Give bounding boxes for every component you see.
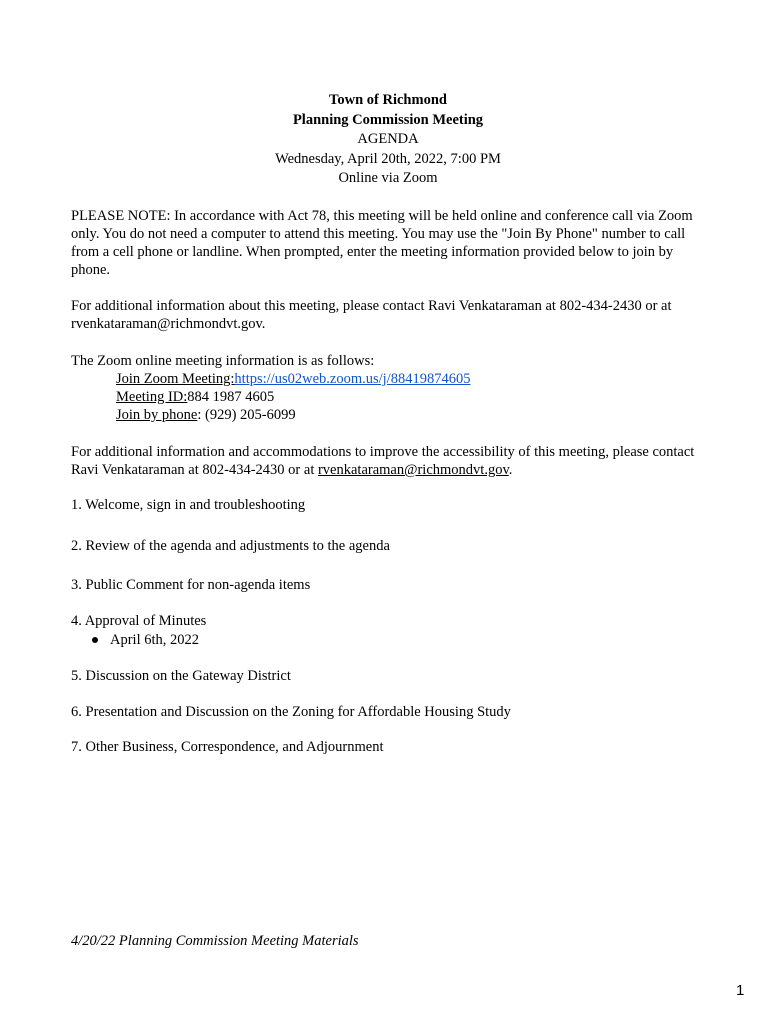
zoom-info (71, 352, 701, 424)
zoom-phone-label: Join by phone (116, 407, 198, 423)
meeting-name: Planning Commission Meeting (292, 111, 484, 128)
accessibility-paragraph (71, 443, 701, 479)
agenda-item-2: 2. Review of the agenda and adjustments to the agenda (71, 538, 390, 554)
accessibility-text: For additional information and accommodations to improve the accessibility of this meeting, please contact Ravi Venkataraman at 802-434-2430 or at (71, 444, 695, 478)
zoom-id-line (71, 388, 701, 406)
zoom-intro: The Zoom online meeting information is as follows: (71, 353, 375, 369)
accessibility-end: . (508, 462, 513, 478)
zoom-join-label: Join Zoom Meeting: (116, 371, 235, 387)
agenda-item-3: 3. Public Comment for non-agenda items (71, 577, 311, 593)
zoom-id-label: Meeting ID: (116, 389, 188, 405)
page-number: 1 (736, 982, 745, 999)
agenda-item-4: 4. Approval of Minutes (71, 613, 207, 629)
zoom-join-line (71, 370, 701, 388)
zoom-id-value: 884 1987 4605 (187, 389, 275, 405)
notice-paragraph: PLEASE NOTE: In accordance with Act 78, this meeting will be held online and conference call via Zoom only. You do not need a computer to attend this meeting. You may use the "Join By Phone" number to call from a cell phone or landline. When prompted, enter the meeting information provided below to join by phone. (71, 208, 693, 278)
agenda-item-6: 6. Presentation and Discussion on the Zoning for Affordable Housing Study (71, 704, 511, 720)
agenda-item-7: 7. Other Business, Correspondence, and Adjournment (71, 739, 384, 755)
bullet-icon (92, 637, 98, 643)
agenda-item-5: 5. Discussion on the Gateway District (71, 668, 291, 684)
contact-paragraph: For additional information about this meeting, please contact Ravi Venkataraman at 802-434-2430 or at rvenkataraman@richmondvt.gov. (71, 298, 672, 332)
page-footer: 4/20/22 Planning Commission Meeting Materials (71, 933, 359, 949)
minutes-bullet-item (92, 631, 199, 649)
accessibility-email-link[interactable]: rvenkataraman@richmondvt.gov (317, 462, 509, 478)
minutes-bullet-text: April 6th, 2022 (110, 632, 200, 648)
zoom-phone-line (71, 406, 701, 424)
agenda-header (0, 91, 770, 189)
zoom-phone-value: : (929) 205-6099 (197, 407, 296, 423)
zoom-join-link[interactable]: https://us02web.zoom.us/j/88419874605 (234, 371, 471, 387)
doc-type: AGENDA (357, 131, 419, 147)
agenda-item-1: 1. Welcome, sign in and troubleshooting (71, 497, 306, 513)
meeting-location: Online via Zoom (338, 170, 438, 186)
meeting-datetime: Wednesday, April 20th, 2022, 7:00 PM (275, 150, 501, 167)
org-name: Town of Richmond (329, 92, 447, 108)
